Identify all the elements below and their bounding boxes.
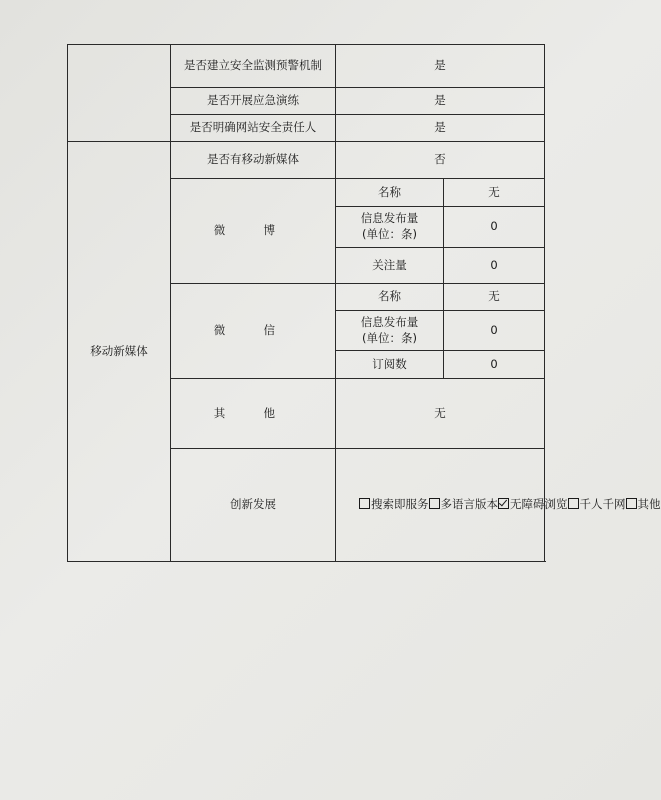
other-media-value: 无: [336, 379, 545, 449]
report-table: [67, 44, 661, 562]
security-section-cell: [68, 45, 171, 142]
wechat-name-label: 名称: [336, 284, 444, 311]
monitoring-value: 是: [336, 45, 545, 88]
wechat-label: 微 信: [171, 284, 336, 379]
weibo-posts-value: 0: [444, 207, 545, 248]
media-section-label: 移动新媒体: [68, 142, 171, 562]
option-multilingual: 多语言版本: [429, 497, 499, 511]
drill-value: 是: [336, 88, 545, 115]
wechat-subscribers-value: 0: [444, 351, 545, 379]
wechat-posts-label: [336, 311, 444, 351]
wechat-posts-value: 0: [444, 311, 545, 351]
checkbox-icon: [568, 498, 579, 509]
checkbox-icon: [359, 498, 370, 509]
weibo-posts-label: [336, 207, 444, 248]
wechat-posts-label-line1: 信息发布量: [360, 314, 419, 329]
weibo-followers-value: 0: [444, 248, 545, 284]
has-media-label: 是否有移动新媒体: [171, 142, 336, 179]
option-personalized: 千人千网: [568, 497, 626, 511]
weibo-label: 微 博: [171, 179, 336, 284]
wechat-name-value: 无: [444, 284, 545, 311]
weibo-posts-label-line1: 信息发布量: [360, 211, 419, 226]
weibo-name-value: 无: [444, 179, 545, 207]
checkbox-checked-icon: [498, 498, 509, 509]
weibo-posts-label-line2: (单位：条): [362, 227, 417, 241]
weibo-followers-label: 关注量: [336, 248, 444, 284]
option-accessibility: 无障碍浏览: [498, 497, 568, 511]
checkbox-icon: [429, 498, 440, 509]
option-search-service: 搜索即服务: [359, 497, 429, 511]
innovation-options: [336, 449, 661, 562]
has-media-value: 否: [336, 142, 545, 179]
innovation-label: 创新发展: [171, 449, 336, 562]
responsible-label: 是否明确网站安全责任人: [171, 115, 336, 142]
weibo-name-label: 名称: [336, 179, 444, 207]
monitoring-label: 是否建立安全监测预警机制: [171, 45, 336, 88]
wechat-posts-label-line2: (单位：条): [362, 330, 417, 345]
checkbox-icon: [626, 498, 637, 509]
wechat-subscribers-label: 订阅数: [336, 351, 444, 379]
option-other: 其他: [626, 497, 661, 511]
other-media-label: 其 他: [171, 379, 336, 449]
drill-label: 是否开展应急演练: [171, 88, 336, 115]
responsible-value: 是: [336, 115, 545, 142]
